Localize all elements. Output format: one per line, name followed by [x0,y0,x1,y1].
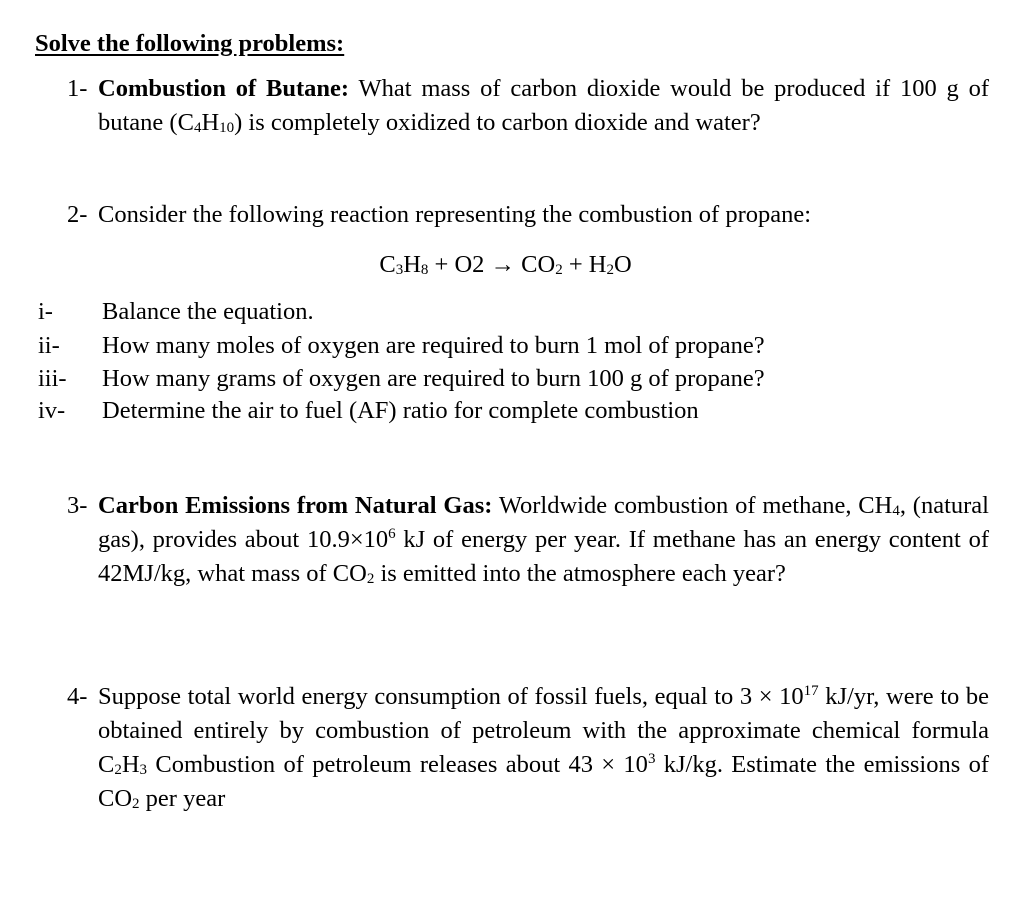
propane-combustion-equation: C3H8 + O2 → CO2 + H2O [379,251,632,278]
subitem-ii [38,329,938,363]
problem-3 [67,489,989,591]
subitem-numeral: ii- [38,332,60,359]
problem-2 [67,198,989,232]
problem-lead: Carbon Emissions from Natural Gas: [98,492,493,519]
problem-lead: Combustion of Butane: [98,75,350,102]
subitem-i [38,295,938,329]
problem-number: 2- [67,201,88,228]
problem-text: Carbon Emissions from Natural Gas: Worldwide combustion of methane, CH4, (natural gas), provides about $10.9\times 10^6$ kJ of energy per year. If methane has an energy content of 42MJ/kg, what mass of CO2 is emitted into the atmosphere each year? [98,492,989,587]
page-heading: Solve the following problems: [35,30,345,57]
problem-4 [67,680,989,816]
subitem-iii [38,362,938,396]
subitem-text: How many moles of oxygen are required to burn 1 mol of propane? [102,332,765,359]
problem-text: Suppose total world energy consumption of fossil fuels, equal to $3 \times 10^{17}$ kJ/yr, were to be obtained entirely by combustion of petroleum with the approximate chemical formula C2H3 Combustion of petroleum releases about $43 \times 10^3$ kJ/kg. Estimate the emissions of CO2 per year [98,683,989,812]
subitem-text: Determine the air to fuel (AF) ratio for complete combustion [102,397,699,424]
problem-text: Combustion of Butane: What mass of carbon dioxide would be produced if 100 g of butane (C4H10) is completely oxidized to carbon dioxide and water? [98,75,989,136]
problem-number: 4- [67,683,88,710]
subitem-text: Balance the equation. [102,298,314,325]
subitem-iv [38,394,938,428]
subitem-text: How many grams of oxygen are required to burn 100 g of propane? [102,365,765,392]
subitem-numeral: iv- [38,397,66,424]
problem-text: Consider the following reaction representing the combustion of propane: [98,201,812,228]
problem-1 [67,72,989,140]
subitem-numeral: iii- [38,365,67,392]
problem-number: 3- [67,492,88,519]
problem-number: 1- [67,75,88,102]
subitem-numeral: i- [38,298,53,325]
